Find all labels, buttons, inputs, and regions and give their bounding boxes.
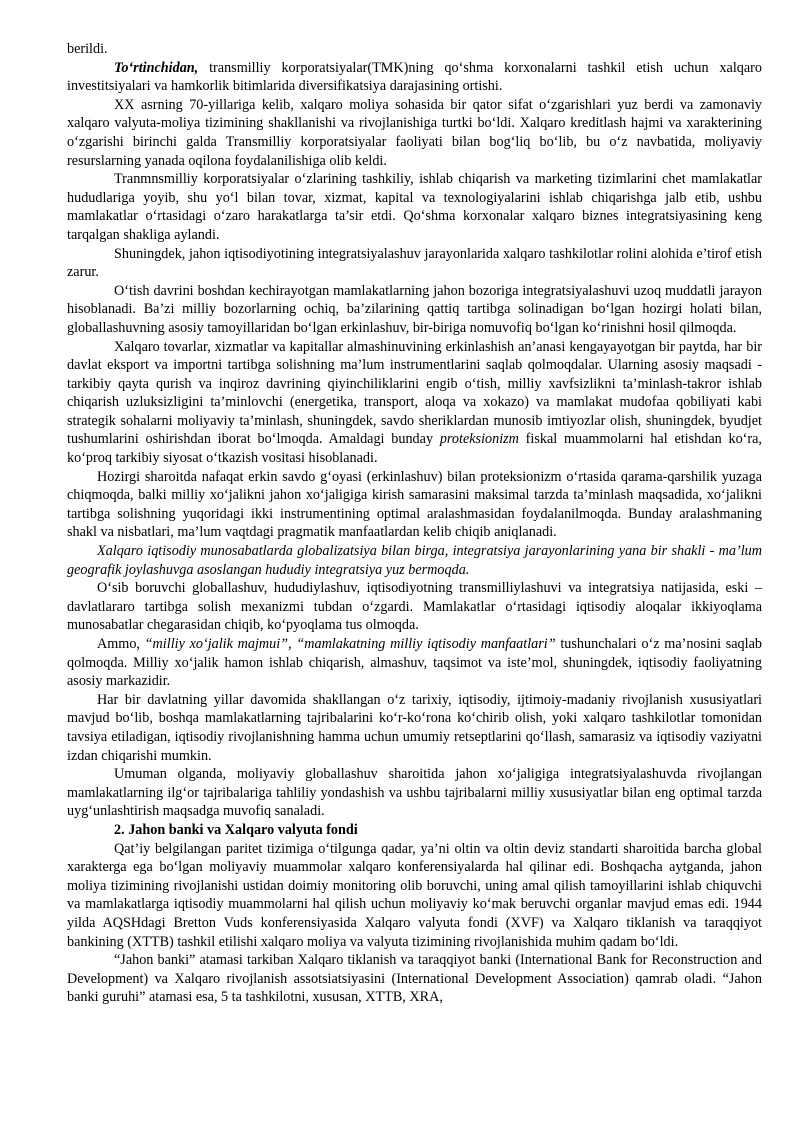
paragraph-fourth-point <box>67 59 762 96</box>
paragraph-bretton-woods: Qat’iy belgilangan paritet tizimiga o‘tilgunga qadar, ya’ni oltin va oltin deviz standarti sharoitida barcha global xarakterga ega bo‘lgan moliyaviy muammolar xalqaro konferensiyalarda hal qilinar edi. Boshqacha aytganda, jahon moliya tizimining rivojlanishi ustidan doimiy monitoring olib boruvchi, uning amal qilish tamoyillarini ishlab chiquvchi va mamlakatlarga iqtisodiy muammolarni hal qilish uchun moliyaviy ko‘mak beruvchi organlar mavjud emas edi. 1944 yilda AQSHdagi Bretton Vuds konferensiyasida Xalqaro valyuta fondi (XVF) va Xalqaro tiklanish va taraqqiyot bankining (XTTB) tashkil etilishi xalqaro moliya va valyuta tizimining rivojlanishida muhim qadam bo‘ldi. <box>67 840 762 950</box>
paragraph-regional-integration-italic: Xalqaro iqtisodiy munosabatlarda globalizatsiya bilan birga, integratsiya jarayonlarining yana bir shakli - ma’lum geografik joylashuvga asoslangan hududiy integratsiya yuz bermoqda. <box>67 543 762 578</box>
paragraph-italic-term: proteksionizm <box>439 431 519 448</box>
paragraph-text: tushunchalari o‘z ma’nosini saqlab qolmoqda. Milliy xo‘jalik hamon ishlab chiqarish, almashuv, taqsimot va iste’mol, shuningdek, iqtisodiy faoliyatning asosiy markazidir. <box>67 636 762 690</box>
paragraph-text: Xalqaro tovarlar, xizmatlar va kapitallar almashinuvining erkinlashish an’anasi kengayayotgan bir paytda, har bir davlat eksport va importni tartibga solishning ma’lum instrumentlarini saqlab qolmoqdalar. Ularning asosiy maqsadi - tarkibiy qayta qurish va inqiroz davrining qiyinchiliklarini engib o‘tish, milliy xavfsizlikni ta’minlash-takror ishlab chiqarish uzluksizligini ta’minlovchi (energetika, transport, aloqa va xokazo) va mamlakat mudofaa qobiliyati kabi strategik sohalarni moliyaviy ta’minlash, shuningdek, savdo sheriklardan munosib imtiyozlar olish, shuningdek, byudjet tushumlarini oshirishdan iborat bo‘lmoqda. Amaldagi bunday <box>67 338 762 448</box>
paragraph-italic-quote: “milliy xo‘jalik majmui”, “mamlakatning milliy iqtisodiy manfaatlari” <box>144 636 556 652</box>
paragraph-lead-bold-italic: To‘rtinchidan, <box>114 59 199 76</box>
paragraph-national-economy <box>67 635 762 691</box>
paragraph-text: transmilliy korporatsiyalar(TMK)ning qo‘shma korxonalarni tashkil etish uchun xalqaro investitsiyalari va hamkorlik bitimlarida diversifikatsiya darajasining ortishi. <box>67 59 762 95</box>
paragraph-country-specifics: Har bir davlatning yillar davomida shakllangan o‘z tarixiy, iqtisodiy, ijtimoiy-madaniy rivojlanish xususiyatlari mavjud bo‘lib, boshqa mamlakatlarning tajribalarini ko‘r-ko‘rona ko‘chirib olish, yoki xalqaro tashkilotlar tomonidan tavsiya etiladigan, iqtisodiy rivojlanishning hamma uchun umumiy retseptlarini qo‘llash, samarasiz va iqtisodiy vaziyatni izdan chiqarishi mumkin. <box>67 691 762 764</box>
paragraph-protectionism <box>67 338 762 468</box>
paragraph-transition-countries: O‘tish davrini boshdan kechirayotgan mamlakatlarning jahon bozoriga integratsiyalashuvi uzoq muddatli jarayon hisoblanadi. Ba’zi milliy bozorlarning ochiq, ba’zilarining qattiq tartibga solinadigan bo‘lgan hozirgi holati bilan, globallashuvning asosiy tamoyillaridan bo‘lgan erkinlashuv, bir-biriga nomuvofiq bo‘lgan ko‘rinishni hosil qilmoqda. <box>67 282 762 336</box>
paragraph-xx-century: XX asrning 70-yillariga kelib, xalqaro moliya sohasida bir qator sifat o‘zgarishlari yuz berdi va zamonaviy xalqaro valyuta-moliya tizimining shakllanishi va rivojlanishiga turtki bo‘ldi. Xalqaro kreditlash hajmi va xarakterining o‘zgarishi birinchi galda Transmilliy korporatsiyalar faoliyati bilan bog‘liq bo‘lib, bu o‘z navbatida, moliyaviy resurslarning yanada oqilona foydalanilishiga olib keldi. <box>67 96 762 169</box>
paragraph-globalization-growth: O‘sib boruvchi globallashuv, hududiylashuv, iqtisodiyotning transmilliylashuvi va integratsiya natijasida, eski – davlatlararo tartibga solish mexanizmi tubdan o‘zgardi. Mamlakatlar o‘rtasidagi iqtisodiy aloqalar ikkiyoqlama munosabatlar chegarasidan chiqib, ko‘pyoqlama tus olmoqda. <box>67 580 762 634</box>
paragraph-international-organizations: Shuningdek, jahon iqtisodiyotining integratsiyalashuv jarayonlarida xalqaro tashkilotlar rolini alohida e’tirof etish zarur. <box>67 245 762 281</box>
paragraph-conclusion: Umuman olganda, moliyaviy globallashuv sharoitida jahon xo‘jaligiga integratsiyalashuvda rivojlangan mamlakatlarning ilg‘or tajribalariga tahliliy yondashish va ushbu tajribalarni milliy xususiyatlar bilan eng optimal tarzda uyg‘unlashtirish maqsadga muvofiq sanaladi. <box>67 766 762 820</box>
paragraph-text: fiskal muammolarni hal etishdan ko‘ra, ko‘proq tarkibiy siyosat o‘tkazish vositasi hisoblanadi. <box>67 431 762 467</box>
paragraph-text: Ammo, <box>97 636 145 652</box>
paragraph-tnc: Tranmnsmilliy korporatsiyalar o‘zlarining tashkiliy, ishlab chiqarish va marketing tizimlarini chet mamlakatlar hududlariga yoyib, shu yo‘l bilan tovar, xizmat, kapital va texnologiyalarini ishlab chiqarishga jalb etib, ushbu mamlakatlar o‘rtasidagi o‘zaro harakatlarga ta’sir etdi. Qo‘shma korxonalar xalqaro biznes integratsiyasining keng tarqalgan shakliga aylandi. <box>67 171 762 243</box>
paragraph-continuation: berildi. <box>67 41 108 57</box>
paragraph-free-trade: Hozirgi sharoitda nafaqat erkin savdo g‘oyasi (erkinlashuv) bilan proteksionizm o‘rtasida qarama-qarshilik yuzaga chiqmoqda, balki milliy xo‘jalikni jahon xo‘jaligiga kirish samarasini maksimal tarzda ta’minlash maqsadida, xo‘jalikni tartibga solishning yuqoridagi ikki instrumentining optimal aralashmasidan foydalanilmoqda. Bunday aralashmaning shakl va nisbatlari, ma’lum vaqtdagi pragmatik manfaatlardan kelib chiqib aniqlanadi. <box>67 468 762 541</box>
section-heading: 2. Jahon banki va Xalqaro valyuta fondi <box>114 821 358 838</box>
paragraph-world-bank: “Jahon banki” atamasi tarkiban Xalqaro tiklanish va taraqqiyot banki (International Bank for Reconstruction and Development) va Xalqaro rivojlanish assotsiatsiyasini (International Development Association) qamrab oladi. “Jahon banki guruhi” atamasi esa, 5 ta tashkilotni, xususan, XTTB, XRA, <box>67 952 762 1006</box>
